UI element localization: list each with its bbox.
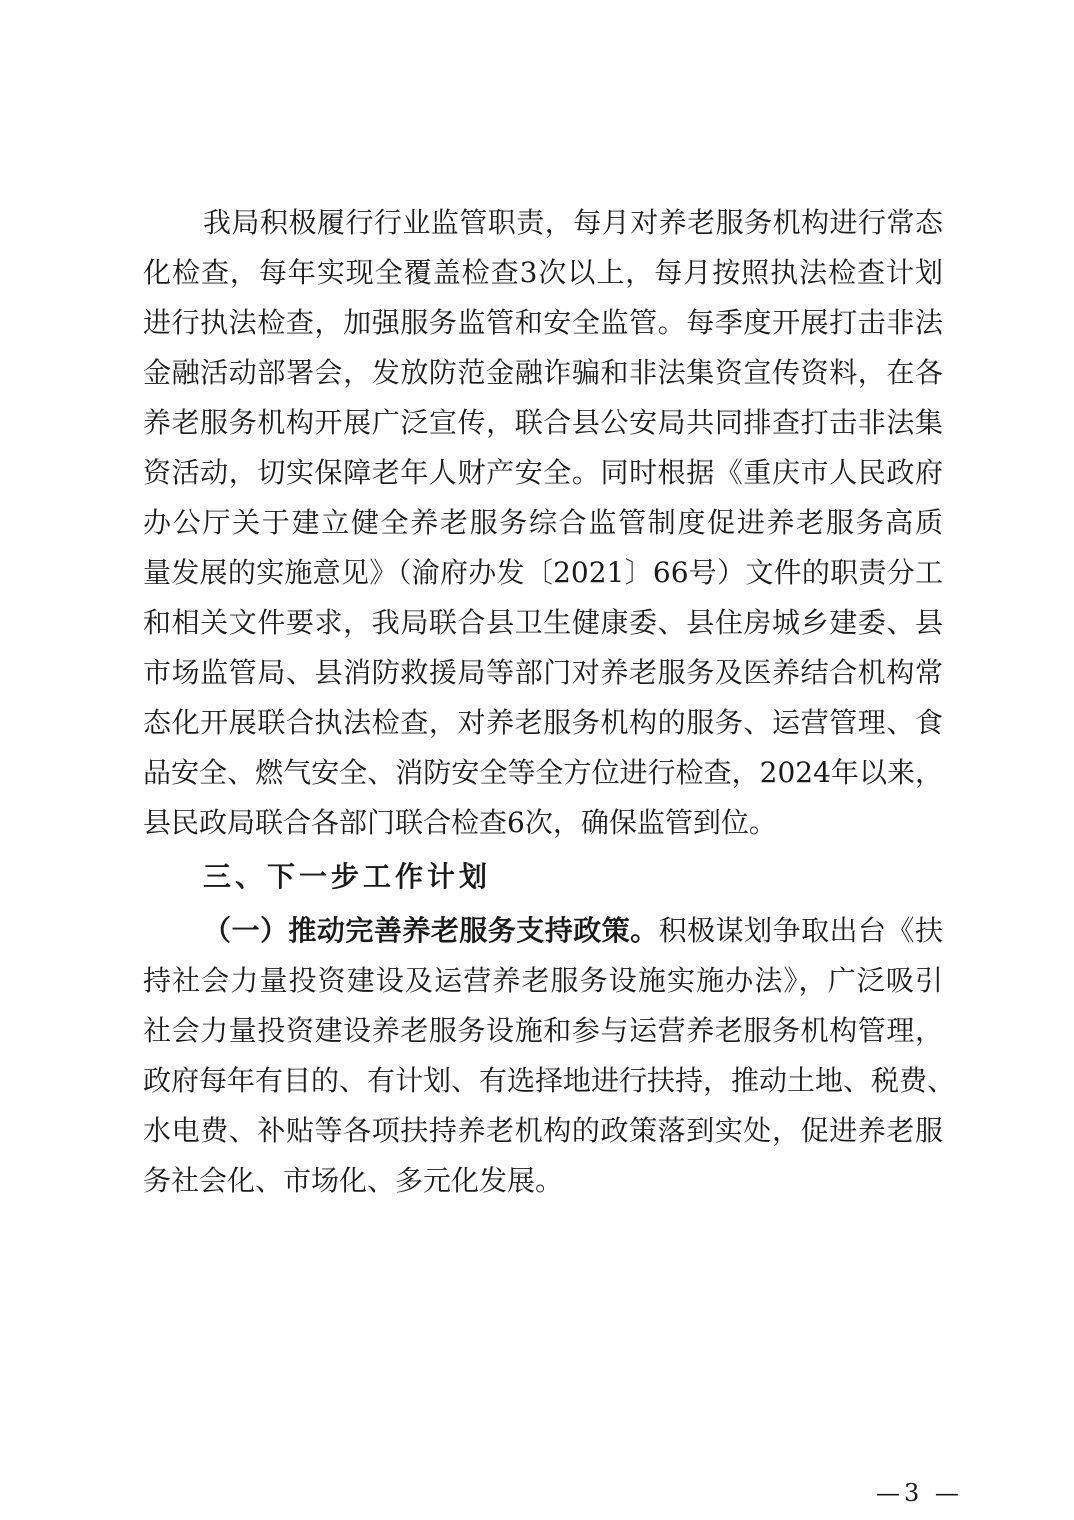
paragraph1-line-8: 量发展的实施意见》（渝府办发〔2021〕66号）文件的职责分工 [143, 556, 943, 589]
paragraph2-line-1-rest: 积极谋划争取出台《扶 [658, 914, 943, 947]
paragraph1-line-7: 办公厅关于建立健全养老服务综合监管制度促进养老服务高质 [143, 506, 943, 539]
paragraph1-line-12: 品安全、燃气安全、消防安全等全方位进行检查，2024年以来， [143, 756, 943, 789]
paragraph1-line-2: 化检查，每年实现全覆盖检查3次以上，每月按照执法检查计划 [143, 256, 943, 289]
paragraph1-line-5: 养老服务机构开展广泛宣传，联合县公安局共同排查打击非法集 [143, 406, 943, 439]
paragraph1-line-3: 进行执法检查，加强服务监管和安全监管。每季度开展打击非法 [143, 306, 943, 339]
paragraph2-lead: （一）推动完善养老服务支持政策。 [203, 914, 659, 947]
paragraph1-line-13: 县民政局联合各部门联合检查6次，确保监管到位。 [143, 806, 777, 839]
paragraph1-line-10: 市场监管局、县消防救援局等部门对养老服务及医养结合机构常 [143, 656, 943, 689]
page-number: —3 — [876, 1479, 963, 1507]
paragraph1-line-11: 态化开展联合执法检查，对养老服务机构的服务、运营管理、食 [143, 706, 943, 739]
paragraph2-line-3: 社会力量投资建设养老服务设施和参与运营养老服务机构管理， [143, 1014, 943, 1047]
paragraph1-line-6: 资活动，切实保障老年人财产安全。同时根据《重庆市人民政府 [143, 456, 943, 489]
paragraph2-line-2: 持社会力量投资建设及运营养老服务设施实施办法》，广泛吸引 [143, 964, 943, 997]
section-heading: 三、下一步工作计划 [203, 860, 492, 893]
paragraph1-line-4: 金融活动部署会，发放防范金融诈骗和非法集资宣传资料，在各 [143, 356, 943, 389]
paragraph1-line-9: 和相关文件要求，我局联合县卫生健康委、县住房城乡建委、县 [143, 606, 943, 639]
paragraph2-line-1 [203, 911, 943, 951]
paragraph2-line-5: 水电费、补贴等各项扶持养老机构的政策落到实处，促进养老服 [143, 1114, 943, 1147]
paragraph2-line-4: 政府每年有目的、有计划、有选择地进行扶持，推动土地、税费、 [143, 1064, 956, 1097]
paragraph1-line-1: 我局积极履行行业监管职责，每月对养老服务机构进行常态 [203, 206, 943, 239]
paragraph2-line-6: 务社会化、市场化、多元化发展。 [143, 1164, 564, 1197]
